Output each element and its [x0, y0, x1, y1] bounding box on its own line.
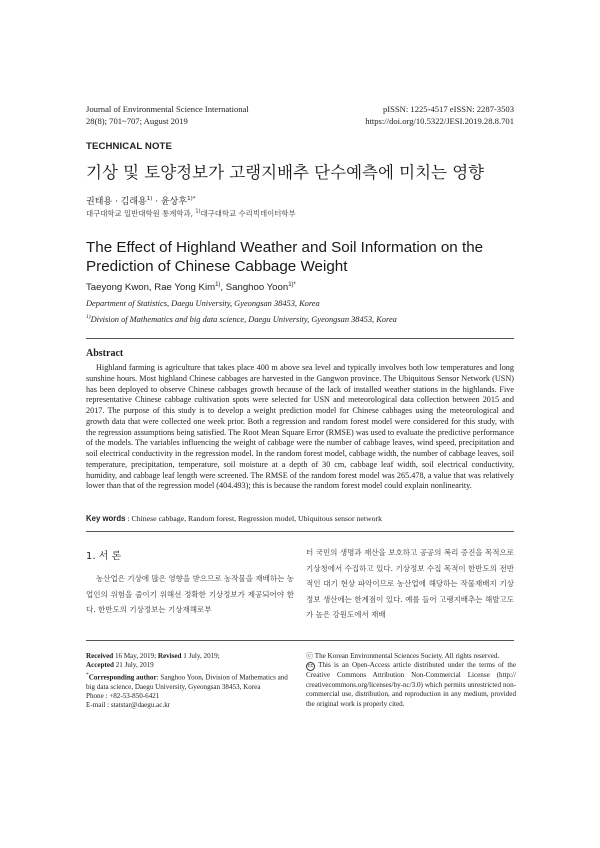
received-label: Received	[86, 652, 114, 660]
korean-authors-sup: 1)	[146, 196, 153, 202]
email[interactable]: E-mail : statstar@daegu.ac.kr	[86, 701, 171, 710]
english-affil2-sup: 1)	[86, 314, 91, 320]
accepted-line	[86, 661, 296, 670]
phone: Phone : +82-53-850-6421	[86, 691, 160, 700]
accepted-date: 21 July, 2019	[113, 661, 154, 670]
journal-name: Journal of Environmental Science International	[86, 104, 249, 114]
footnote-right	[306, 652, 516, 709]
korean-affiliation	[86, 208, 296, 219]
english-author1: Taeyong Kwon, Rae Yong Kim	[86, 282, 216, 294]
abstract-body: Highland farming is agriculture that takes place 400 m above sea level and typically involves both low temperatures and long sunshine hours. Most highland Chinese cabbages are harvested in the Gangwon province. The Ubiquitous Sensor Network (USN) has been deployed to observe Chinese cabbages growth because of the lack of installed weather stations in the highlands. Five representative Chinese cabbage cultivation spots were selected for USN and meteorological data collection between 2015 and 2017. The purpose of this study is to develop a weight prediction model for Chinese cabbages using the meteorological and growth data that were collected one week prior. Both a regression and random forest model were considered for this study, with the regression assumptions being satisfied. The Root Mean Square Error (RMSE) was used to evaluate the predictive performance of the models. The variables influencing the weight of cabbage were the number of cabbage leaves, wind speed, precipitation and soil electrical conductivity in the regression model. In the random forest model, cabbage width, the number of cabbage leaves, soil temperature, precipitation, temperature, soil moisture at a depth of 30 cm, cabbage leaf width, soil electrical conductivity, humidity, and cabbage leaf length were screened. The RMSE of the random forest model was 265.478, a value that was relatively lower than that of the regression model (404.493); this is because the random forest model could explain nonlinearity.	[86, 363, 514, 491]
intro-right-column: 터 국민의 생명과 재산을 보호하고 공공의 복리 증진을 목적으로 기상청에서 수집하고 있다. 기상정보 수집 목적이 한반도의 전반적인 대기 현상 파악이므로 농산업에 해당하는 작물재배지 기상정보 생산에는 한계점이 있다. 예를 들어 고랭지배추는 해발고도가 높은 강원도에서 재배	[306, 548, 514, 619]
journal-info	[86, 104, 249, 127]
creative-commons-icon: cc	[307, 663, 314, 670]
korean-affil-sup: 1)	[195, 208, 201, 215]
section-heading-intro: 1. 서 론	[86, 551, 122, 562]
korean-affil-a: 대구대학교 일반대학원 통계학과,	[86, 209, 196, 218]
english-author2-sup: 1)*	[288, 282, 296, 288]
license-text: This is an Open-Access article distributed under the terms of the Creative Commons Attribution Non-Commercial License (http:// creativecommons.org/licenses/by-nc/3.0) which permits unrestricted non-commercial use, distribution, and reproduction in any medium, provided the original work is properly cited.	[306, 661, 516, 708]
keywords-text: : Chinese cabbage, Random forest, Regression model, Ubiquitous sensor network	[125, 514, 383, 523]
footnote-rule	[86, 640, 514, 641]
doi-link[interactable]: https://doi.org/10.5322/JESI.2019.28.8.701	[365, 115, 514, 126]
corr-sup: *	[86, 671, 89, 678]
revised-date: 1 July, 2019;	[181, 652, 220, 660]
received-line	[86, 652, 296, 661]
accepted-label: Accepted	[86, 661, 114, 670]
english-author1-sup: 1)	[215, 282, 221, 288]
keywords-label: Key words	[86, 514, 126, 523]
korean-authors-last-sup: 1)*	[187, 196, 196, 202]
korean-affil-b: 대구대학교 수리빅데이터학부	[200, 209, 296, 218]
corr-label: Corresponding author	[88, 673, 157, 682]
received-date: 16 May, 2019;	[113, 652, 158, 660]
abstract-heading: Abstract	[86, 348, 124, 359]
english-author2: , Sanghoo Yoon	[220, 282, 289, 294]
english-affil2-text: Division of Mathematics and big data science, Daegu University, Gyeongsan 38453, Korea	[90, 314, 397, 324]
intro-left-column: 농산업은 기상에 많은 영향을 받으므로 농작물을 재배하는 농업인의 위험을 줄이기 위해선 정확한 기상정보가 제공되어야 한다. 한반도의 기상정보는 기상재해로부	[86, 574, 294, 614]
license-line	[306, 661, 516, 709]
copyright-line: ⓒ The Korean Environmental Sciences Society. All rights reserved.	[306, 652, 500, 660]
korean-authors-last: · 윤상후	[152, 197, 188, 207]
english-affiliation-2	[86, 312, 397, 325]
issn-info	[365, 104, 514, 127]
english-title: The Effect of Highland Weather and Soil Information on the Prediction of Chinese Cabbage Weight	[86, 239, 484, 275]
korean-title: 기상 및 토양정보가 고랭지배추 단수예측에 미치는 영향	[86, 163, 485, 182]
corresponding-author	[86, 671, 296, 692]
revised-label: Revised	[157, 652, 182, 660]
english-affiliation-1: Department of Statistics, Daegu University, Gyeongsan 38453, Korea	[86, 299, 320, 308]
article-type: TECHNICAL NOTE	[86, 141, 172, 152]
footnote-left	[86, 652, 296, 711]
abstract-bottom-rule	[86, 531, 514, 532]
korean-authors	[86, 194, 195, 207]
keywords	[86, 514, 382, 523]
korean-authors-main: 권태용 · 김래용	[86, 197, 147, 207]
corr-text: : Sanghoo Yoon, Division of Mathematics and big data science, Daegu University, Gyeongsan 38453, Korea	[86, 673, 288, 691]
journal-issue: 28(8); 701~707; August 2019	[86, 115, 188, 126]
abstract-top-rule	[86, 338, 514, 339]
issn-numbers: pISSN: 1225-4517 eISSN: 2287-3503	[382, 104, 514, 114]
english-authors	[86, 282, 296, 293]
